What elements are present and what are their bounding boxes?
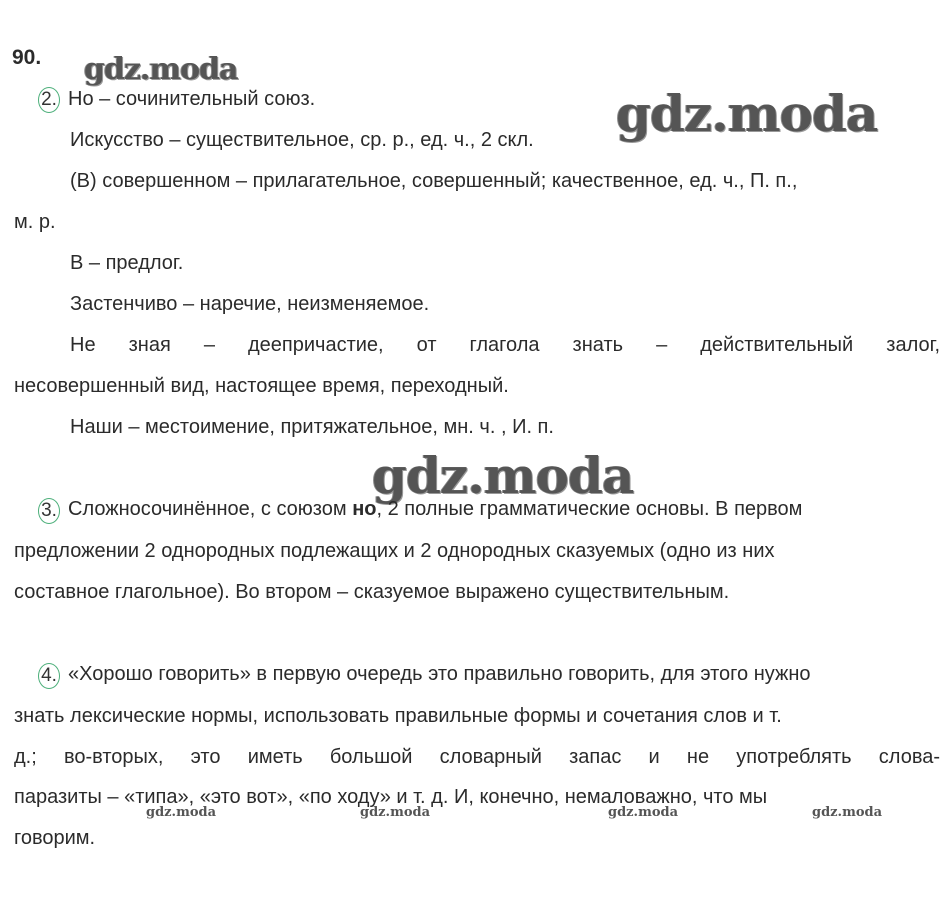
item-4-line-2: знать лексические нормы, использовать правильные формы и сочетания слов и т. <box>14 705 782 727</box>
item-4-line-3: д.; во-вторых, это иметь большой словарный запас и не употреблять слова- <box>14 746 940 768</box>
exercise-number: 90. <box>12 46 42 69</box>
watermark-footer-2: gdz.moda <box>360 805 431 820</box>
item-4-line-5: говорим. <box>14 827 96 849</box>
item-4-line-1: «Хорошо говорить» в первую очередь это правильно говорить, для этого нужно <box>68 663 811 685</box>
watermark-footer-1: gdz.moda <box>146 805 217 820</box>
item-2-marker: 2. <box>38 87 60 113</box>
item-4-marker: 4. <box>38 663 60 689</box>
watermark-top-right: gdz.moda <box>616 84 878 143</box>
watermark-footer-4: gdz.moda <box>812 805 883 820</box>
item-3-line-1: Сложносочинённое, с союзом но, 2 полные грамматические основы. В первом <box>68 498 803 520</box>
item-2-line-2: Искусство – существительное, ср. р., ед. ч., 2 скл. <box>70 129 534 151</box>
item-3-bold-word: но <box>352 498 377 520</box>
watermark-top-left: gdz.moda <box>84 52 238 87</box>
item-2-line-9: Наши – местоимение, притяжательное, мн. ч. , И. п. <box>70 416 554 438</box>
item-2-line-1: Но – сочинительный союз. <box>68 88 316 110</box>
item-2-line-8: несовершенный вид, настоящее время, переходный. <box>14 375 509 397</box>
item-4-line-4: паразиты – «типа», «это вот», «по ходу» и т. д. И, конечно, немаловажно, что мы <box>14 786 768 808</box>
item-2-line-3: (В) совершенном – прилагательное, совершенный; качественное, ед. ч., П. п., <box>70 170 798 192</box>
item-2-line-6: Застенчиво – наречие, неизменяемое. <box>70 293 430 315</box>
watermark-center: gdz.moda <box>372 446 634 505</box>
item-2-line-4: м. р. <box>14 211 56 233</box>
item-3-marker: 3. <box>38 498 60 524</box>
item-3-line-3: составное глагольное). Во втором – сказуемое выражено существительным. <box>14 581 730 603</box>
item-2-line-5: В – предлог. <box>70 252 184 274</box>
watermark-footer-3: gdz.moda <box>608 805 679 820</box>
item-3-line-2: предложении 2 однородных подлежащих и 2 однородных сказуемых (одно из них <box>14 540 775 562</box>
item-2-line-7: Не зная – деепричастие, от глагола знать – действительный залог, <box>70 334 940 356</box>
